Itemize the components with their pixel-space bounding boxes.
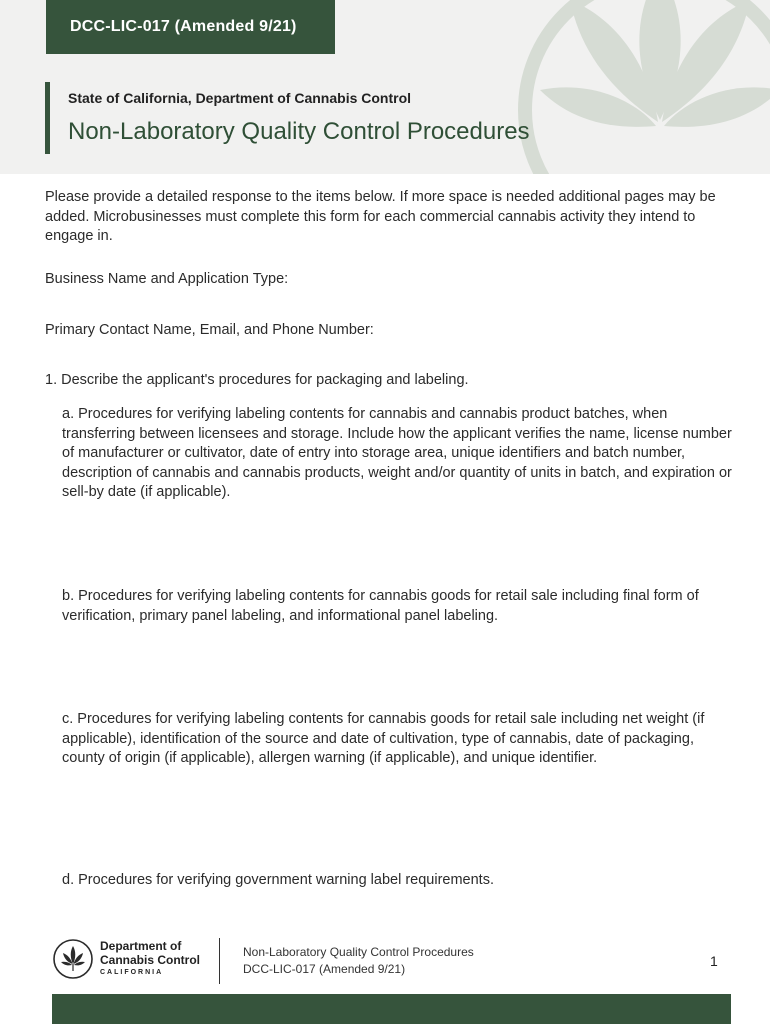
- logo-text-line2: Cannabis Control: [100, 953, 201, 967]
- logo-text-line1: Department of: [100, 939, 182, 953]
- intro-paragraph: Please provide a detailed response to the items below. If more space is needed additional pages may be added. Microbusinesses must complete this form for each commercial cannabis activity they intend to engage in.: [45, 189, 716, 245]
- question-1a: a. Procedures for verifying labeling contents for cannabis and cannabis product batches, when transferring between licensees and storage. Include how the applicant verifies the name, license number of manufacturer or cultivator, date of entry into storage area, unique identifiers and batch number, description of cannabis and cannabis products, weight and/or quantity of units in batch, and expiration or sell-by date (if applicable).: [62, 406, 732, 501]
- dcc-logo: [52, 938, 212, 984]
- form-code-badge: DCC-LIC-017 (Amended 9/21): [46, 0, 335, 54]
- question-1c: c. Procedures for verifying labeling contents for cannabis goods for retail sale including net weight (if applicable), identification of the source and date of cultivation, type of cannabis, date of packaging, county of origin (if applicable), allergen warning (if applicable), and unique identifier.: [62, 711, 705, 767]
- footer-doc-title: Non-Laboratory Quality Control Procedures: [243, 945, 474, 959]
- page-title: Non-Laboratory Quality Control Procedures: [68, 118, 530, 145]
- agency-name: State of California, Department of Cannabis Control: [68, 90, 412, 106]
- primary-contact-field-label: Primary Contact Name, Email, and Phone Number:: [45, 322, 374, 338]
- business-name-field-label: Business Name and Application Type:: [45, 271, 289, 287]
- question-1b: b. Procedures for verifying labeling contents for cannabis goods for retail sale including final form of verification, primary panel labeling, and informational panel labeling.: [62, 588, 699, 624]
- title-accent-bar: [45, 82, 50, 154]
- dcc-leaf-logo-icon: [52, 938, 94, 980]
- page-number: 1: [710, 953, 718, 969]
- question-1d: d. Procedures for verifying government warning label requirements.: [62, 872, 494, 888]
- footer-divider: [219, 938, 220, 984]
- footer-band: [52, 994, 731, 1024]
- logo-text-line3: CALIFORNIA: [100, 969, 164, 976]
- footer-form-code: DCC-LIC-017 (Amended 9/21): [243, 962, 406, 976]
- header-band: [0, 0, 770, 174]
- cannabis-leaf-watermark-icon: [470, 0, 770, 174]
- question-1: 1. Describe the applicant's procedures for packaging and labeling.: [45, 372, 469, 388]
